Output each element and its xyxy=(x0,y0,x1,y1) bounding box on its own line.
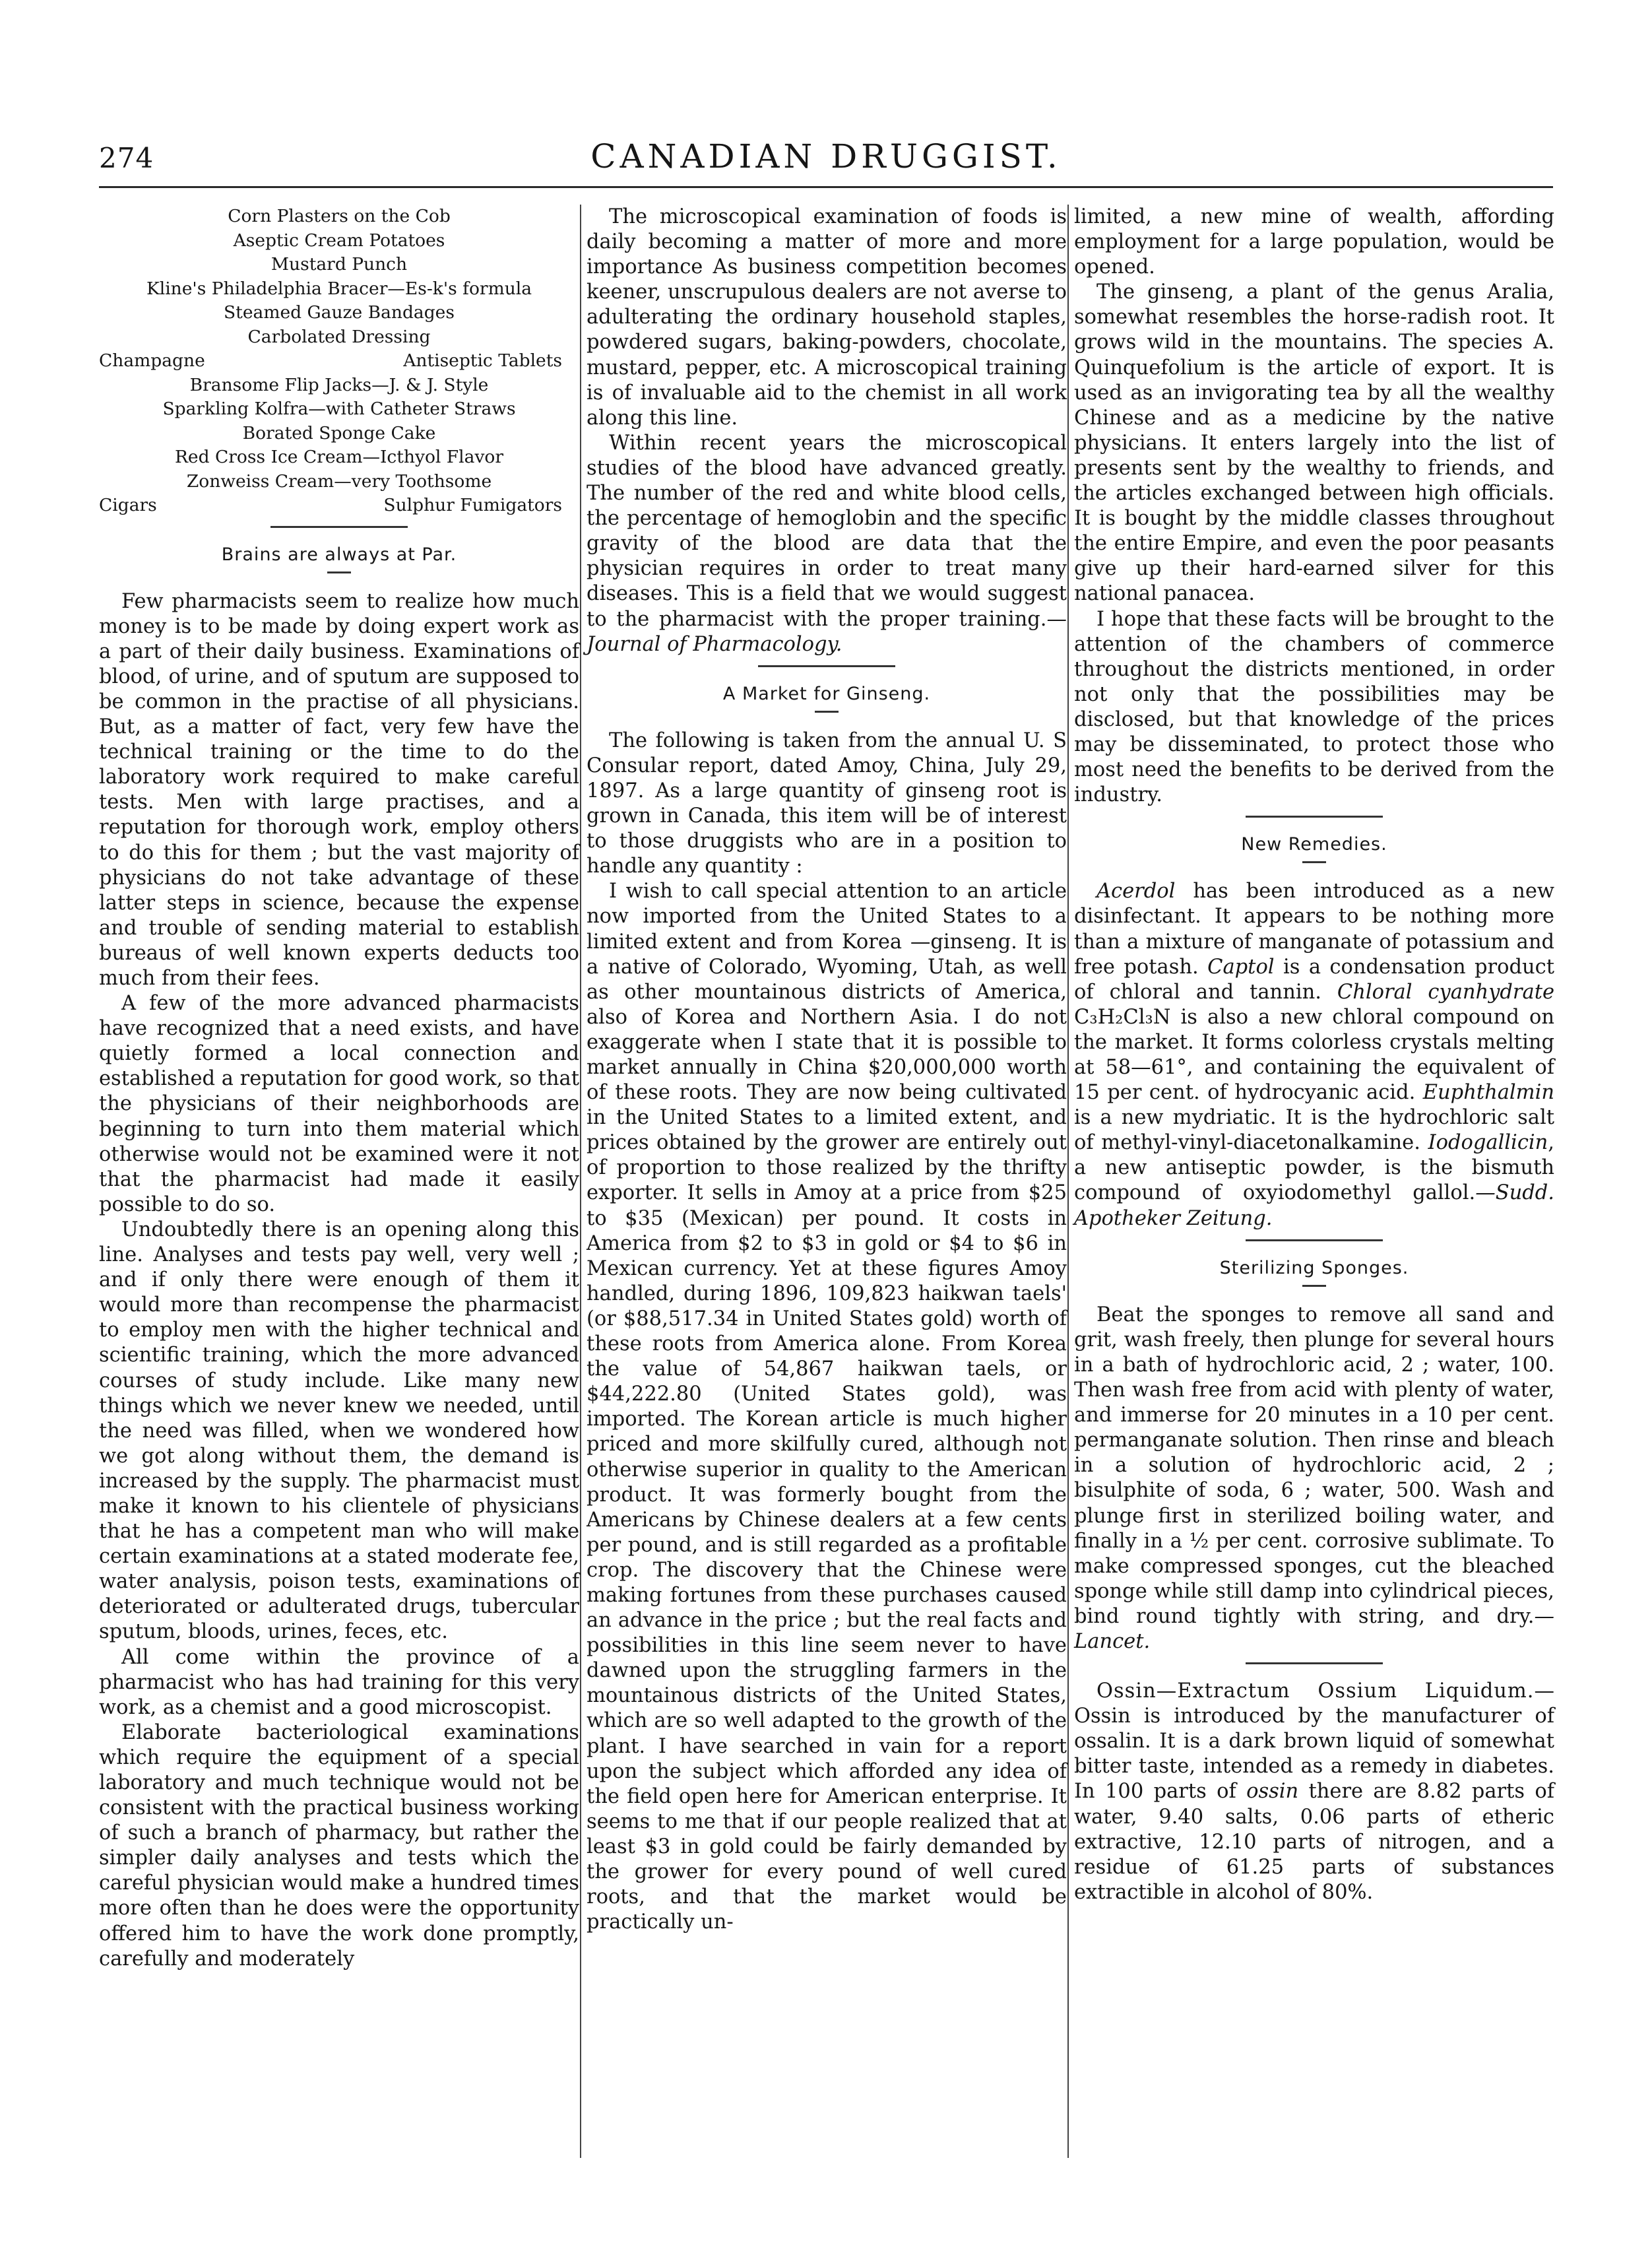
section-title: Brains are always at Par. xyxy=(221,544,457,565)
source-citation: —Lancet. xyxy=(1074,1604,1554,1653)
column-3 xyxy=(1074,205,1554,1905)
masthead-title: CANADIAN DRUGGIST. xyxy=(590,137,1062,176)
list-item-left: Champagne xyxy=(99,350,205,371)
list-item-right: Sulphur Fumigators xyxy=(383,495,562,515)
list-item: Carbolated Dressing xyxy=(247,326,431,347)
title-dash xyxy=(815,711,839,713)
remedy-name: Chloral cyanhydrate xyxy=(1337,980,1554,1004)
section-divider xyxy=(1246,1239,1383,1241)
paragraph xyxy=(587,431,1067,657)
title-dash xyxy=(1302,1285,1326,1287)
paragraph: The following is taken from the annual U. S Consular report, dated Amoy, China, July 29, 1897. As a large quantity of ginseng root is grown in Canada, this item will be of interest to those druggists who are in a position to handle any quantity : xyxy=(587,729,1067,878)
remedy-name: Euphthalmin xyxy=(1422,1081,1554,1105)
paragraph: A few of the more advanced pharmacists have recognized that a need exists, and have quietly formed a local connection and established a reputation for good work, so that the physicians of their neighborhoods are beginning to turn into them material which otherwise would not be examined were it not that the pharmacist had made it easily possible to do so. xyxy=(99,992,579,1216)
source-citation: —Journal of Pharmacology. xyxy=(587,607,1067,656)
list-item-right: Antiseptic Tablets xyxy=(403,350,562,371)
paragraph-text: is also a new chloral compound on the market. It forms colorless crystals melting at 58—61°, and containing the equivalent of 15 per cent. of hydrocyanic acid. xyxy=(1074,1005,1554,1105)
section-divider xyxy=(1246,1662,1383,1664)
paragraph xyxy=(1074,1303,1554,1654)
source-citation: —Sudd. Apotheker Zeitung. xyxy=(1074,1181,1554,1230)
paragraph: limited, a new mine of wealth, affording employment for a large population, would be opened. xyxy=(1074,205,1554,279)
list-item xyxy=(99,349,579,374)
list-item: Mustard Punch xyxy=(270,254,408,275)
list-item: Aseptic Cream Potatoes xyxy=(233,230,445,251)
title-dash xyxy=(1302,861,1326,863)
list-item: Sparkling Kolfra—with Catheter Straws xyxy=(162,399,516,419)
list-item: Borated Sponge Cake xyxy=(242,422,436,443)
term-ossin: ossin xyxy=(1246,1780,1299,1804)
paragraph-text: is a condensation product of chloral and tannin. xyxy=(1074,955,1554,1004)
column-divider xyxy=(1067,205,1069,2158)
remedy-name: Iodogallicin xyxy=(1428,1131,1548,1155)
paragraph: I hope that these facts will be brought to the attention of the chambers of commerce throughout the districts mentioned, in order not only that the possibilities may be disclosed, but that knowledge of the prices may be disseminated, to protect those who most need the benefits to be derived from the industry. xyxy=(1074,607,1554,807)
paragraph: I wish to call special attention to an article now imported from the United States to a limited extent and from Korea —ginseng. It is a native of Colorado, Wyoming, Utah, as well as other mountainous districts of America, also of Korea and Northern Asia. I do not exaggerate when I state that it is possible to market annually in China $20,000,000 worth of these roots. They are now being cultivated in the United States to a limited extent, and prices obtained by the grower are entirely out of proportion to those realized by the thrifty exporter. It sells in Amoy at a price from $25 to $35 (Mexican) per pound. It costs in America from $2 to $3 in gold or $4 to $6 in Mexican currency. Yet at these figures Amoy handled, during 1896, 109,823 haikwan taels' (or $88,517.34 in United States gold) worth of these roots from America alone. From Korea the value of 54,867 haikwan taels, or $44,222.80 (United States gold), was imported. The Korean article is much higher priced and more skilfully cured, although not otherwise superior in quality to the American product. It was formerly bought from the Americans by Chinese dealers at a few cents per pound, and is still regarded as a profitable crop. The discovery that the Chinese were making fortunes from these purchases caused an advance in the price ; but the real facts and possibilities in this line seem never to have dawned upon the struggling farmers in the mountainous districts of the United States, which are so well adapted to the growth of the plant. I have searched in vain for a report upon the subject which afforded any idea of the field open here for American enterprise. It seems to me that if our people realized that at least $3 in gold could be fairly demanded by the grower for every pound of well cured roots, and that the market would be practically un- xyxy=(587,880,1067,1934)
remedy-name: Acerdol xyxy=(1096,880,1176,903)
column-1 xyxy=(99,205,579,1972)
list-item: Steamed Gauze Bandages xyxy=(224,302,455,323)
section-divider xyxy=(1246,816,1383,818)
list-item: Zonweiss Cream—very Toothsome xyxy=(186,471,492,492)
header-rule xyxy=(99,186,1553,188)
advertisement-list xyxy=(99,205,579,518)
paragraph-text: —Ossin is introduced by the manufacturer of ossalin. It is a dark brown liquid of somewhat bitter taste, intended as a remedy in diabetes. In 100 parts of xyxy=(1074,1679,1554,1804)
section-divider xyxy=(758,665,895,667)
section-title: New Remedies. xyxy=(1241,834,1387,855)
entry-lead: Ossin—Extractum Ossium Liquidum. xyxy=(1096,1679,1535,1703)
paragraph: All come within the province of a pharmacist who has had training for this very work, as a chemist and a good microscopist. xyxy=(99,1645,579,1719)
title-dash xyxy=(327,571,351,573)
list-item: Bransome Flip Jacks—J. & J. Style xyxy=(189,374,489,395)
page-number: 274 xyxy=(99,142,154,174)
paragraph: Elaborate bacteriological examinations which require the equipment of a special laboratory and much technique would not be consistent with the practical business working of such a branch of pharmacy, but rather the simpler daily analyses and tests which the careful physician would make a hundred times more often than he does were the opportunity offered him to have the work done promptly, carefully and moderately xyxy=(99,1720,579,1971)
list-item xyxy=(99,494,579,518)
paragraph: The microscopical examination of foods is daily becoming a matter of more and more importance As business competition becomes keener, unscrupulous dealers are not averse to adulterating the ordinary household staples, powdered sugars, baking-powders, chocolate, mustard, pepper, etc. A microscopical training is of invaluable aid to the chemist in all work along this line. xyxy=(587,205,1067,430)
column-divider xyxy=(580,205,581,2158)
section-title: Sterilizing Sponges. xyxy=(1219,1257,1409,1278)
paragraph xyxy=(1074,1679,1554,1905)
paragraph: Undoubtedly there is an opening along this line. Analyses and tests pay well, very well ; and if only there were enough of them it would more than recompense the pharmacist to employ men with the higher technical and scientific training, which the more advanced courses of study include. Like many new things which we never knew we needed, until the need was filled, when we wondered how we got along without them, the demand is increased by the supply. The pharmacist must make it known to his clientele of physicians that he has a competent man who will make certain examinations at a stated moderate fee, water analysis, poison tests, examinations of deteriorated or adulterated drugs, tubercular sputum, bloods, urines, feces, etc. xyxy=(99,1218,579,1644)
chemical-formula: C₃H₂Cl₃N xyxy=(1074,1005,1171,1029)
list-item-left: Cigars xyxy=(99,495,157,515)
paragraph-text: Within recent years the microscopical studies of the blood have advanced greatly. The number of the red and white blood cells, the percentage of hemoglobin and the specific gravity of the blood are data that the physician requires in order to treat many diseases. This is a field that we would suggest to the pharmacist with the proper training. xyxy=(587,431,1067,631)
paragraph-text: Beat the sponges to remove all sand and grit, wash freely, then plunge for several hours in a bath of hydrochloric acid, 2 ; water, 100. Then wash free from acid with plenty of water, and immerse for 20 minutes in a 10 per cent. permanganate solution. Then rinse and bleach in a solution of hydrochloric acid, 2 ; bisulphite of soda, 6 ; water, 500. Wash and plunge first in sterilized boiling water, and finally in a ½ per cent. corrosive sublimate. To make compressed sponges, cut the bleached sponge while still damp into cylindrical pieces, bind round tightly with string, and dry. xyxy=(1074,1303,1554,1628)
paragraph: The ginseng, a plant of the genus Aralia, somewhat resembles the horse-radish root. It grows wild in the mountains. The species A. Quinquefolium is the article of export. It is used as an invigorating tea by all the wealthy Chinese and as a medicine by the native physicians. It enters largely into the list of presents sent by the wealthy to friends, and the articles exchanged between high officials. It is bought by the middle classes throughout the entire Empire, and even the poor peasants give up their hard-earned silver for this national panacea. xyxy=(1074,280,1554,606)
list-item: Corn Plasters on the Cob xyxy=(228,206,451,226)
section-divider xyxy=(270,526,408,528)
paragraph-text: there are 8.82 parts of water, 9.40 salts, 0.06 parts of etheric extractive, 12.10 parts of nitrogen, and a residue of 61.25 parts of substances extractible in alcohol of 80%. xyxy=(1074,1780,1554,1904)
paragraph-text: is a new mydriatic. It is the hydrochloric salt of methyl-vinyl-diacetonalkamine. xyxy=(1074,1106,1554,1155)
list-item: Red Cross Ice Cream—Icthyol Flavor xyxy=(174,447,504,467)
paragraph-text: , a new antiseptic powder, is the bismuth compound of oxyiodomethyl gallol. xyxy=(1074,1131,1554,1205)
paragraph xyxy=(1074,879,1554,1231)
remedy-name: Captol xyxy=(1207,955,1275,979)
list-item: Kline's Philadelphia Bracer—Es-k's formula xyxy=(146,278,532,299)
column-2 xyxy=(587,205,1067,1935)
page-header xyxy=(0,0,1652,191)
paragraph-text: has been introduced as a new disinfectant. It appears to be nothing more than a mixture of manganate of potassium and free potash. xyxy=(1074,880,1554,979)
paragraph: Few pharmacists seem to realize how much money is to be made by doing expert work as a part of their daily business. Examinations of blood, of urine, and of sputum are supposed to be common in the practise of all physicians. But, as a matter of fact, very few have the technical training or the time to do the laboratory work required to make careful tests. Men with large practises, and a reputation for thorough work, employ others to do this for them ; but the vast majority of physicians do not take advantage of these latter steps in science, because the expense and trouble of sending material to establish bureaus of well known experts deducts too much from their fees. xyxy=(99,589,579,990)
section-title: A Market for Ginseng. xyxy=(722,683,931,704)
